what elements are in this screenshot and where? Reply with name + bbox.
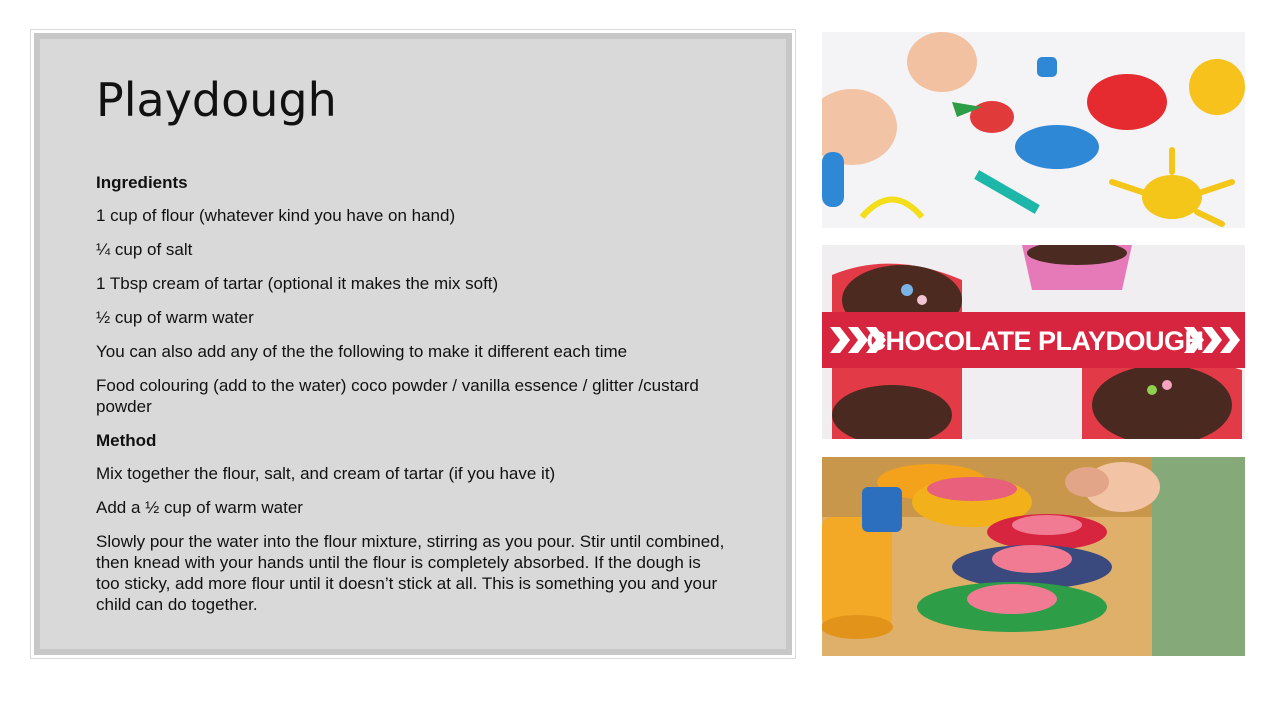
banner-title: CHOCOLATE PLAYDOUGH [866, 326, 1204, 356]
ingredient-line: You can also add any of the the following to make it different each time [96, 342, 628, 361]
ingredient-line: 1 Tbsp cream of tartar (optional it makes the mix soft) [96, 274, 499, 293]
method-heading: Method [96, 431, 157, 450]
method-step: Slowly pour the water into the flour mixture, stirring as you pour. Stir until combined, then knead with your hands until the flour is completely absorbed. If the dough is too sticky, add more flour until it doesn’t stick at all. This is something you and your child can do together. [96, 532, 725, 614]
slide-title: Playdough [96, 73, 337, 127]
recipe-text [96, 172, 736, 628]
ingredient-line: ½ cup of warm water [96, 308, 254, 327]
ingredients-heading: Ingredients [96, 173, 188, 192]
ingredient-line: Food colouring (add to the water) coco powder / vanilla essence / glitter /custard powder [96, 376, 699, 416]
ingredient-line: 1 cup of flour (whatever kind you have on hand) [96, 206, 456, 225]
ingredient-line: ¼ cup of salt [96, 240, 193, 259]
pink-playdough-photo [822, 457, 1245, 656]
chocolate-playdough-photo [822, 245, 1245, 439]
playdough-shapes-photo [822, 32, 1245, 228]
method-step: Add a ½ cup of warm water [96, 498, 303, 517]
method-step: Mix together the flour, salt, and cream of tartar (if you have it) [96, 464, 556, 483]
